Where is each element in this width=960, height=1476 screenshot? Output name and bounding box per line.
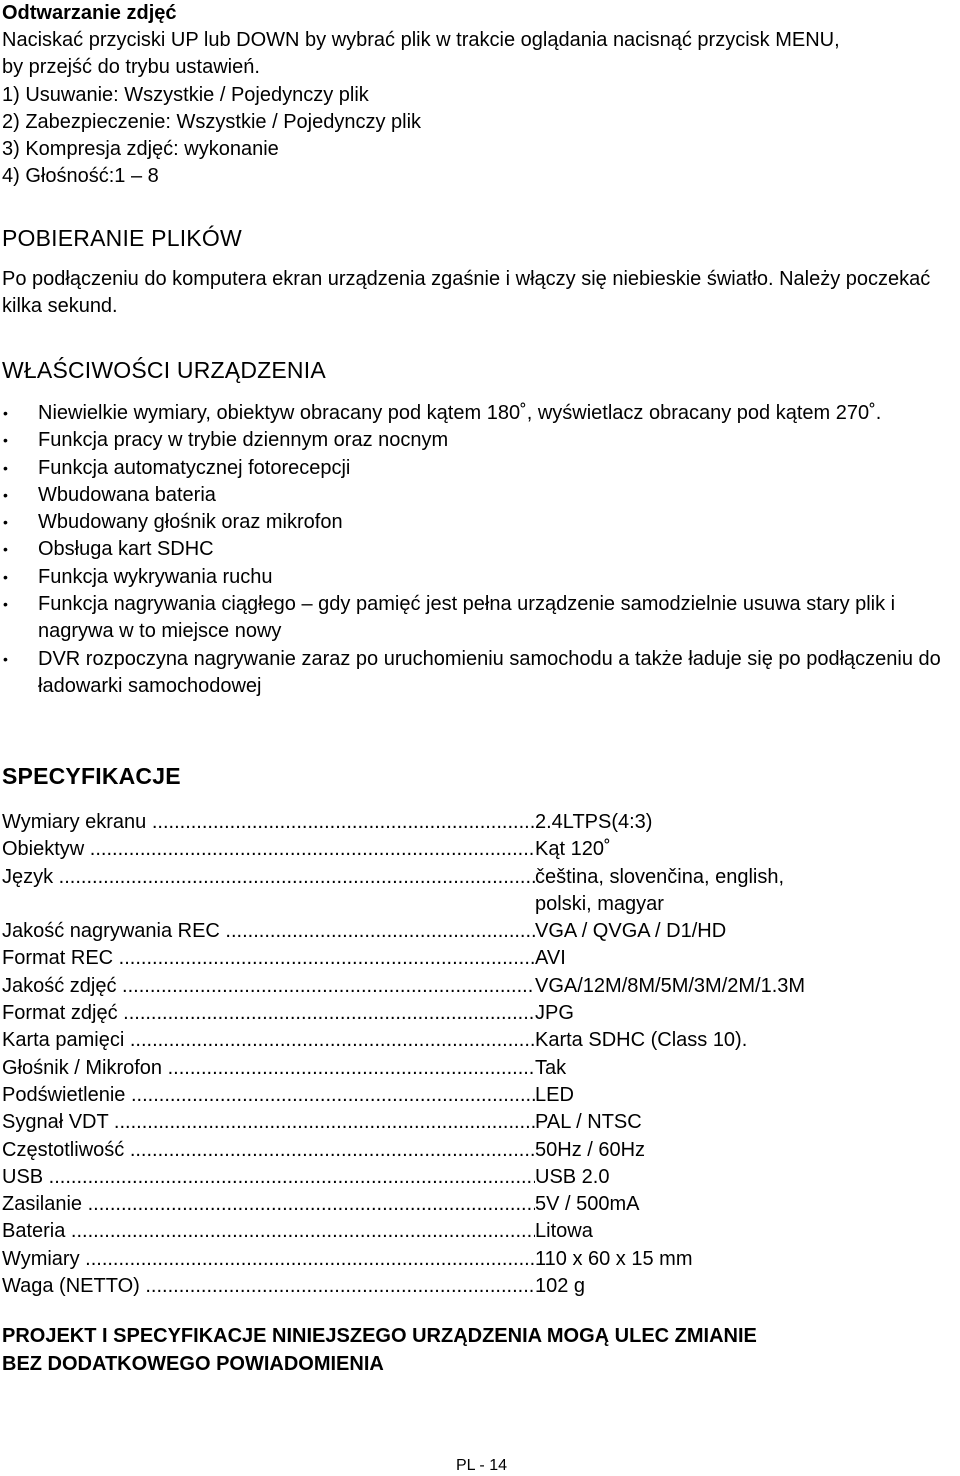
spec-label: Waga (NETTO) ..... (2, 1273, 535, 1300)
playback-item: 1) Usuwanie: Wszystkie / Pojedynczy plik (2, 83, 369, 106)
spec-row (2, 864, 942, 919)
playback-item: 2) Zabezpieczenie: Wszystkie / Pojedynczy plik (2, 110, 422, 133)
playback-item: 3) Kompresja zdjęć: wykonanie (2, 138, 279, 161)
spec-value: PAL / NTSC (535, 1111, 642, 1134)
change-notice-line2: BEZ DODATKOWEGO POWIADOMIENIA (2, 1352, 384, 1375)
spec-value: USB 2.0 (535, 1165, 610, 1188)
spec-label: Jakość nagrywania REC ..... (2, 918, 535, 945)
spec-value: 110 x 60 x 15 mm (535, 1247, 693, 1270)
spec-value: čeština, slovenčina, english, polski, magyar (535, 865, 785, 915)
feature-item: • Wbudowana bateria (0, 482, 955, 509)
spec-row (2, 1082, 942, 1109)
spec-label: Format REC ..... (2, 945, 535, 972)
feature-item: • DVR rozpoczyna nagrywanie zaraz po uruchomieniu samochodu a także ładuje się po podłączeniu do ładowarki samochodowej (0, 646, 955, 701)
spec-row (2, 1000, 942, 1027)
specs-heading: SPECYFIKACJE (2, 763, 181, 789)
spec-value: Karta SDHC (Class 10). (535, 1029, 748, 1052)
spec-label: Podświetlenie ..... (2, 1082, 535, 1109)
playback-title: Odtwarzanie zdjęć (2, 2, 177, 24)
spec-label: Jakość zdjęć ..... (2, 973, 535, 1000)
spec-row (2, 918, 942, 945)
spec-row (2, 1164, 942, 1191)
spec-label: Zasilanie ..... (2, 1191, 535, 1218)
change-notice (2, 1323, 952, 1378)
spec-row (2, 809, 942, 836)
spec-row (2, 1246, 942, 1273)
page-number: PL - 14 (456, 1457, 507, 1474)
spec-value: 50Hz / 60Hz (535, 1138, 646, 1161)
download-heading: POBIERANIE PLIKÓW (2, 225, 242, 251)
spec-row (2, 973, 942, 1000)
spec-label: Wymiary ..... (2, 1246, 535, 1273)
spec-label: Bateria ..... (2, 1218, 535, 1245)
spec-value: LED (535, 1083, 574, 1106)
spec-value: 5V / 500mA (535, 1193, 640, 1216)
spec-value: VGA / QVGA / D1/HD (535, 920, 727, 943)
spec-value: Tak (535, 1056, 567, 1079)
features-list (0, 400, 955, 700)
specs-table (2, 809, 942, 1300)
feature-item: • Obsługa kart SDHC (0, 536, 955, 563)
spec-label: Format zdjęć ..... (2, 1000, 535, 1027)
spec-label: Sygnał VDT ..... (2, 1109, 535, 1136)
spec-value: JPG (535, 1002, 574, 1025)
spec-value: 102 g (535, 1275, 586, 1298)
feature-item: • Wbudowany głośnik oraz mikrofon (0, 509, 955, 536)
change-notice-line1: PROJEKT I SPECYFIKACJE NINIEJSZEGO URZĄDZENIA MOGĄ ULEC ZMIANIE (2, 1325, 757, 1347)
playback-intro-line1: Naciskać przyciski UP lub DOWN by wybrać plik w trakcie oglądania nacisnąć przycisk MENU, (2, 29, 840, 51)
feature-item: • Funkcja wykrywania ruchu (0, 564, 955, 591)
spec-value: AVI (535, 947, 566, 970)
spec-value: Litowa (535, 1220, 593, 1243)
spec-row (2, 1191, 942, 1218)
playback-item: 4) Głośność:1 – 8 (2, 165, 159, 188)
spec-row (2, 1109, 942, 1136)
feature-item: • Funkcja nagrywania ciągłego – gdy pamięć jest pełna urządzenie samodzielnie usuwa stary plik i nagrywa w to miejsce nowy (0, 591, 955, 646)
spec-label: Karta pamięci ..... (2, 1027, 535, 1054)
spec-label: Głośnik / Mikrofon ..... (2, 1055, 535, 1082)
spec-row (2, 1218, 942, 1245)
spec-row (2, 945, 942, 972)
spec-row (2, 1055, 942, 1082)
spec-row (2, 1137, 942, 1164)
spec-value: 2.4LTPS(4:3) (535, 811, 653, 833)
playback-section (2, 0, 957, 191)
spec-label: USB ..... (2, 1164, 535, 1191)
feature-item: • Niewielkie wymiary, obiektyw obracany pod kątem 180˚, wyświetlacz obracany pod kątem 270˚. (0, 400, 955, 427)
spec-row (2, 1273, 942, 1300)
spec-value: VGA/12M/8M/5M/3M/2M/1.3M (535, 974, 806, 997)
features-heading: WŁAŚCIWOŚCI URZĄDZENIA (2, 357, 326, 383)
spec-row (2, 836, 942, 863)
spec-row (2, 1027, 942, 1054)
spec-value: Kąt 120˚ (535, 838, 611, 861)
feature-item: • Funkcja pracy w trybie dziennym oraz nocnym (0, 427, 955, 454)
spec-label: Wymiary ekranu ..... (2, 809, 535, 836)
download-text: Po podłączeniu do komputera ekran urządzenia zgaśnie i włączy się niebieskie światło. Należy poczekać kilka sekund. (2, 268, 931, 318)
spec-label: Język ..... (2, 864, 535, 919)
spec-label: Obiektyw ..... (2, 836, 535, 863)
playback-intro-line2: by przejść do trybu ustawień. (2, 56, 260, 79)
spec-label: Częstotliwość ..... (2, 1137, 535, 1164)
feature-item: • Funkcja automatycznej fotorecepcji (0, 455, 955, 482)
